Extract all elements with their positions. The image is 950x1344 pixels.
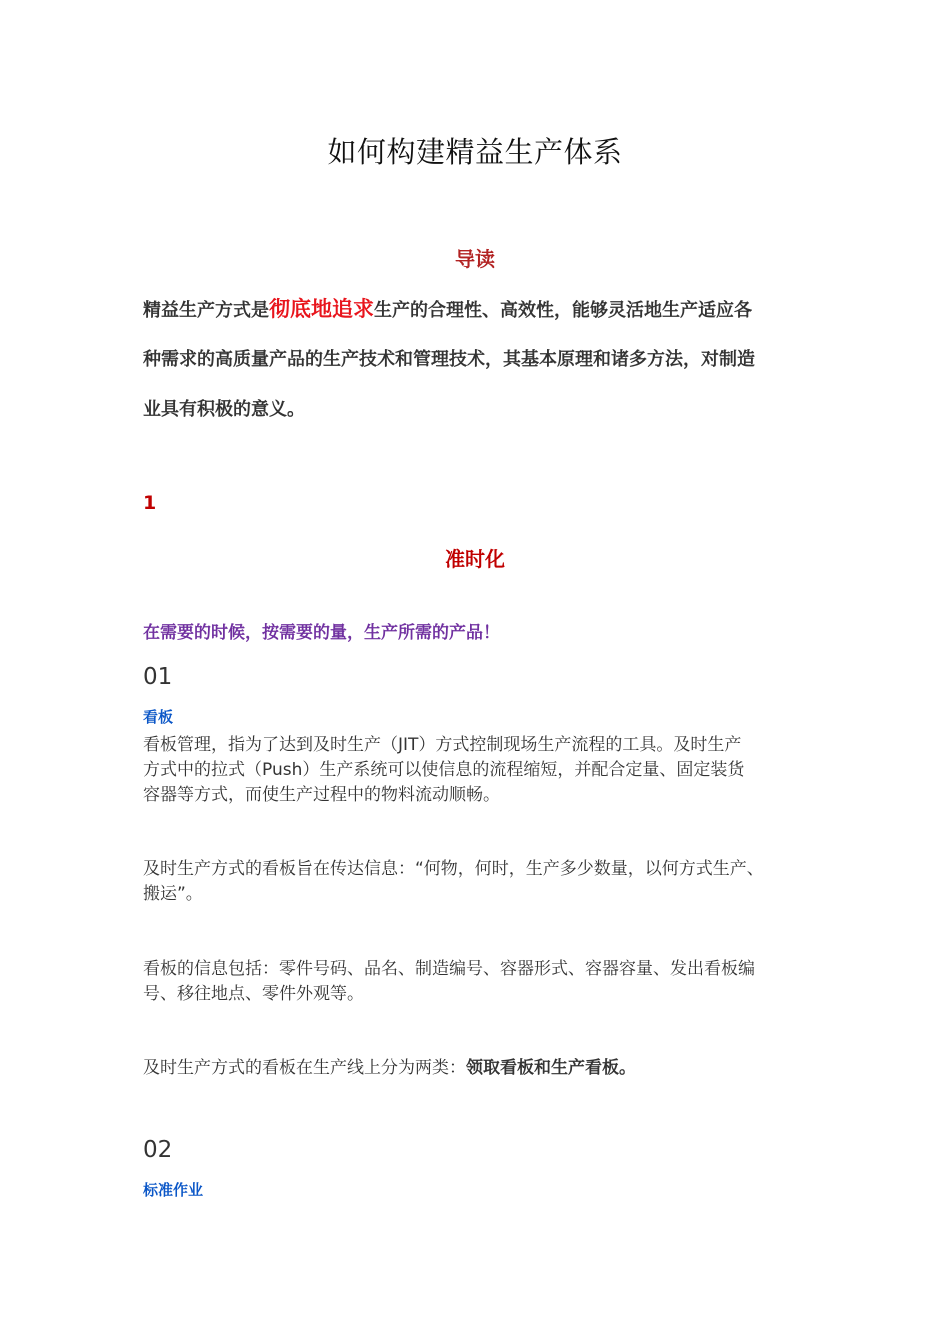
- kanban-para1-line3: 容器等方式，而使生产过程中的物料流动顺畅。: [143, 785, 500, 805]
- intro-emphasis: 彻底地追求: [269, 297, 374, 321]
- section-slogan: 在需要的时候，按需要的量，生产所需的产品！: [143, 623, 500, 643]
- section-number: 1: [143, 492, 157, 514]
- intro-line-1-prefix: 精益生产方式是: [143, 300, 269, 321]
- kanban-para4: [143, 1053, 636, 1078]
- document-title: 如何构建精益生产体系: [327, 135, 623, 169]
- subsection-heading-standard-work: 标准作业: [143, 1181, 204, 1199]
- intro-line-3: 业具有积极的意义。: [143, 399, 305, 420]
- subsection-heading-kanban: 看板: [143, 708, 174, 726]
- kanban-para2-line2: 搬运”。: [143, 884, 203, 904]
- subsection-number-01: 01: [143, 664, 173, 690]
- kanban-para3-line1: 看板的信息包括：零件号码、品名、制造编号、容器形式、容器容量、发出看板编: [143, 959, 755, 979]
- kanban-para1-line1: 看板管理，指为了达到及时生产（JIT）方式控制现场生产流程的工具。及时生产: [143, 735, 742, 755]
- intro-heading: 导读: [455, 247, 495, 271]
- kanban-para1-line2: 方式中的拉式（Push）生产系统可以使信息的流程缩短，并配合定量、固定装货: [143, 760, 745, 780]
- kanban-para2-line1: 及时生产方式的看板旨在传达信息：“何物，何时，生产多少数量，以何方式生产、: [143, 859, 764, 879]
- intro-line-2: 种需求的高质量产品的生产技术和管理技术，其基本原理和诸多方法，对制造: [143, 349, 755, 370]
- intro-line-1: [143, 293, 752, 323]
- intro-line-1-suffix: 生产的合理性、高效性，能够灵活地生产适应各: [374, 300, 752, 321]
- kanban-para4-prefix: 及时生产方式的看板在生产线上分为两类：: [143, 1058, 466, 1078]
- section-title: 准时化: [445, 547, 505, 571]
- kanban-para4-bold: 领取看板和生产看板。: [466, 1058, 636, 1078]
- kanban-para3-line2: 号、移往地点、零件外观等。: [143, 984, 364, 1004]
- subsection-number-02: 02: [143, 1137, 173, 1163]
